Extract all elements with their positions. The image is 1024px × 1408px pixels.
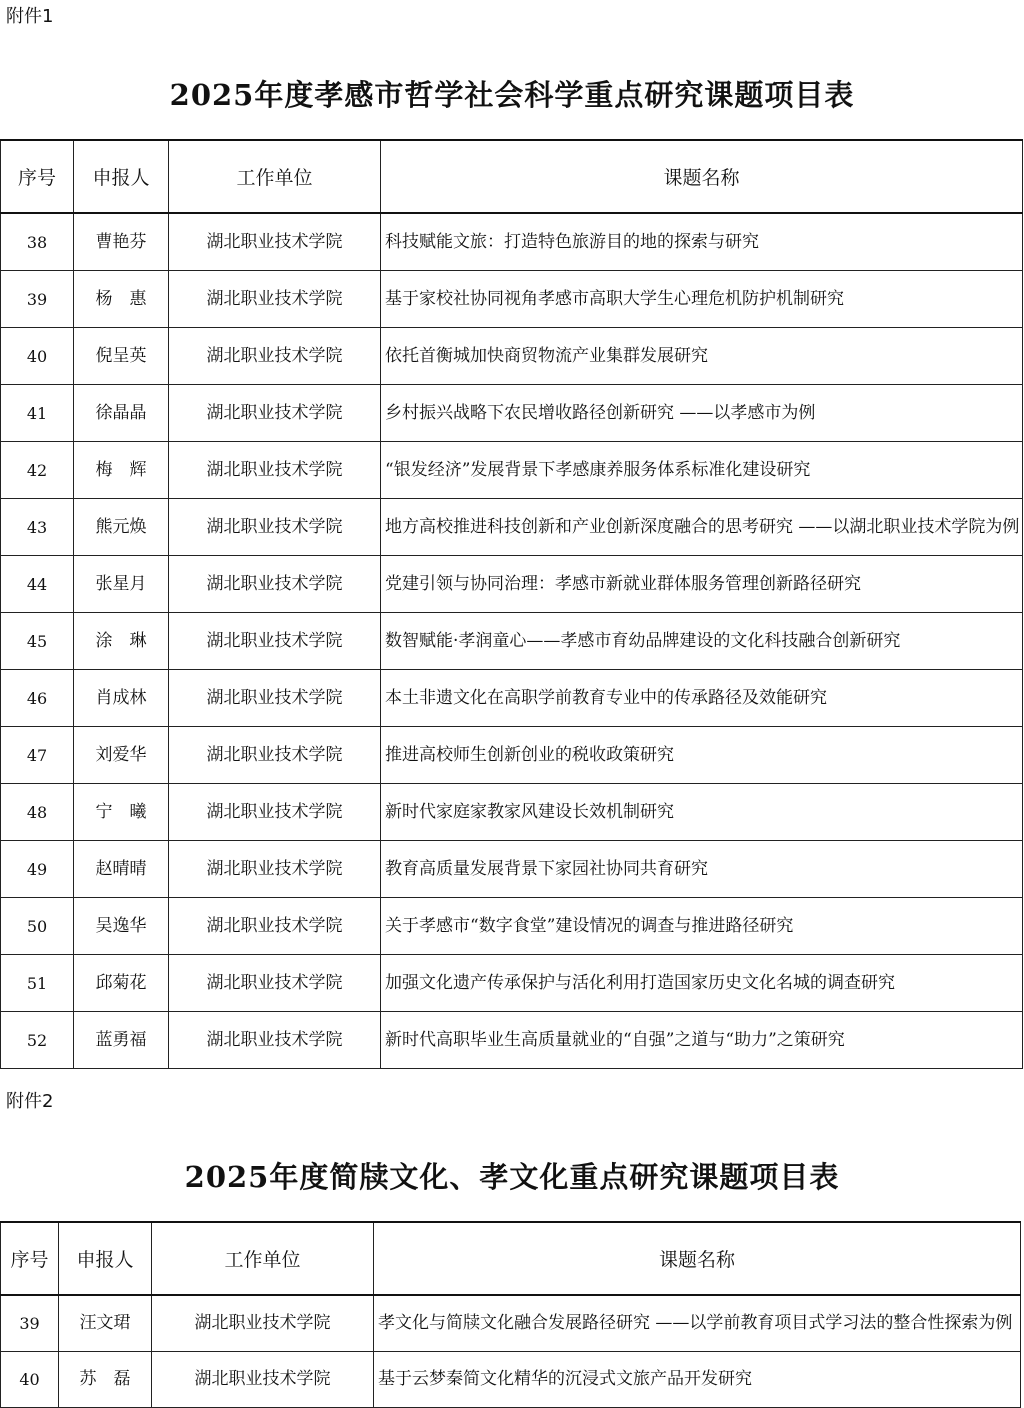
cell-unit: 湖北职业技术学院 [169, 328, 381, 385]
header-unit: 工作单位 [169, 140, 381, 213]
table-header-row [1, 1222, 1021, 1295]
cell-seq: 45 [1, 613, 74, 670]
cell-topic: 推进高校师生创新创业的税收政策研究 [381, 727, 1023, 784]
cell-topic: 科技赋能文旅：打造特色旅游目的地的探索与研究 [381, 213, 1023, 271]
cell-unit: 湖北职业技术学院 [169, 613, 381, 670]
cell-unit: 湖北职业技术学院 [169, 955, 381, 1012]
cell-seq: 46 [1, 670, 74, 727]
cell-seq: 49 [1, 841, 74, 898]
table-header-row [1, 140, 1023, 213]
cell-unit: 湖北职业技术学院 [152, 1295, 374, 1352]
cell-topic: 党建引领与协同治理：孝感市新就业群体服务管理创新路径研究 [381, 556, 1023, 613]
table-row [1, 1352, 1021, 1408]
cell-topic: 新时代高职毕业生高质量就业的“自强”之道与“助力”之策研究 [381, 1012, 1023, 1069]
table-row [1, 213, 1023, 271]
cell-topic: 乡村振兴战略下农民增收路径创新研究 ——以孝感市为例 [381, 385, 1023, 442]
cell-unit: 湖北职业技术学院 [169, 271, 381, 328]
cell-topic: 教育高质量发展背景下家园社协同共育研究 [381, 841, 1023, 898]
cell-unit: 湖北职业技术学院 [169, 442, 381, 499]
cell-seq: 44 [1, 556, 74, 613]
table-row [1, 328, 1023, 385]
header-applicant: 申报人 [59, 1222, 152, 1295]
table-body-2 [1, 1295, 1021, 1408]
cell-applicant: 徐晶晶 [74, 385, 169, 442]
cell-applicant: 赵晴晴 [74, 841, 169, 898]
cell-applicant: 汪文珺 [59, 1295, 152, 1352]
cell-seq: 48 [1, 784, 74, 841]
cell-topic: 基于家校社协同视角孝感市高职大学生心理危机防护机制研究 [381, 271, 1023, 328]
cell-topic: 加强文化遗产传承保护与活化利用打造国家历史文化名城的调查研究 [381, 955, 1023, 1012]
cell-applicant: 蓝勇福 [74, 1012, 169, 1069]
table-row [1, 784, 1023, 841]
cell-unit: 湖北职业技术学院 [169, 385, 381, 442]
cell-seq: 47 [1, 727, 74, 784]
cell-topic: 新时代家庭家教家风建设长效机制研究 [381, 784, 1023, 841]
cell-unit: 湖北职业技术学院 [169, 670, 381, 727]
cell-seq: 40 [1, 328, 74, 385]
cell-applicant: 曹艳芬 [74, 213, 169, 271]
cell-unit: 湖北职业技术学院 [169, 841, 381, 898]
header-topic: 课题名称 [374, 1222, 1021, 1295]
cell-applicant: 倪呈英 [74, 328, 169, 385]
cell-applicant: 张星月 [74, 556, 169, 613]
cell-applicant: 苏 磊 [59, 1352, 152, 1408]
cell-seq: 40 [1, 1352, 59, 1408]
cell-applicant: 涂 琳 [74, 613, 169, 670]
table-row [1, 556, 1023, 613]
header-seq: 序号 [1, 140, 74, 213]
table-row [1, 499, 1023, 556]
page-title-2: 2025年度简牍文化、孝文化重点研究课题项目表 [184, 1160, 840, 1194]
cell-applicant: 刘爱华 [74, 727, 169, 784]
cell-applicant: 杨 惠 [74, 271, 169, 328]
table-row [1, 442, 1023, 499]
cell-unit: 湖北职业技术学院 [169, 556, 381, 613]
cell-unit: 湖北职业技术学院 [169, 499, 381, 556]
cell-seq: 39 [1, 1295, 59, 1352]
cell-applicant: 吴逸华 [74, 898, 169, 955]
table-row [1, 613, 1023, 670]
page-title-1: 2025年度孝感市哲学社会科学重点研究课题项目表 [169, 78, 855, 112]
cell-unit: 湖北职业技术学院 [152, 1352, 374, 1408]
cell-seq: 52 [1, 1012, 74, 1069]
cell-topic: 孝文化与简牍文化融合发展路径研究 ——以学前教育项目式学习法的整合性探索为例 [374, 1295, 1021, 1352]
table-row [1, 955, 1023, 1012]
header-unit: 工作单位 [152, 1222, 374, 1295]
cell-applicant: 宁 曦 [74, 784, 169, 841]
cell-seq: 43 [1, 499, 74, 556]
cell-topic: 地方高校推进科技创新和产业创新深度融合的思考研究 ——以湖北职业技术学院为例 [381, 499, 1023, 556]
table-row [1, 271, 1023, 328]
cell-seq: 38 [1, 213, 74, 271]
cell-seq: 42 [1, 442, 74, 499]
cell-unit: 湖北职业技术学院 [169, 727, 381, 784]
cell-seq: 39 [1, 271, 74, 328]
table-row [1, 1295, 1021, 1352]
cell-seq: 51 [1, 955, 74, 1012]
cell-applicant: 梅 辉 [74, 442, 169, 499]
cell-topic: 数智赋能·孝润童心——孝感市育幼品牌建设的文化科技融合创新研究 [381, 613, 1023, 670]
header-seq: 序号 [1, 1222, 59, 1295]
table-body-1 [1, 213, 1023, 1069]
cell-applicant: 邱菊花 [74, 955, 169, 1012]
table-row [1, 727, 1023, 784]
cell-unit: 湖北职业技术学院 [169, 784, 381, 841]
cell-unit: 湖北职业技术学院 [169, 213, 381, 271]
header-applicant: 申报人 [74, 140, 169, 213]
header-topic: 课题名称 [381, 140, 1023, 213]
table-row [1, 670, 1023, 727]
table-row [1, 385, 1023, 442]
cell-seq: 50 [1, 898, 74, 955]
project-table-2 [0, 1221, 1021, 1408]
table-row [1, 841, 1023, 898]
cell-topic: 依托首衡城加快商贸物流产业集群发展研究 [381, 328, 1023, 385]
cell-unit: 湖北职业技术学院 [169, 898, 381, 955]
cell-topic: 本土非遗文化在高职学前教育专业中的传承路径及效能研究 [381, 670, 1023, 727]
cell-unit: 湖北职业技术学院 [169, 1012, 381, 1069]
project-table-1 [0, 139, 1023, 1069]
table-row [1, 1012, 1023, 1069]
cell-seq: 41 [1, 385, 74, 442]
attachment-label-1: 附件1 [6, 6, 54, 27]
cell-topic: 基于云梦秦简文化精华的沉浸式文旅产品开发研究 [374, 1352, 1021, 1408]
attachment-label-2: 附件2 [6, 1091, 54, 1112]
table-row [1, 898, 1023, 955]
cell-applicant: 肖成林 [74, 670, 169, 727]
cell-topic: “银发经济”发展背景下孝感康养服务体系标准化建设研究 [381, 442, 1023, 499]
cell-applicant: 熊元焕 [74, 499, 169, 556]
cell-topic: 关于孝感市“数字食堂”建设情况的调查与推进路径研究 [381, 898, 1023, 955]
